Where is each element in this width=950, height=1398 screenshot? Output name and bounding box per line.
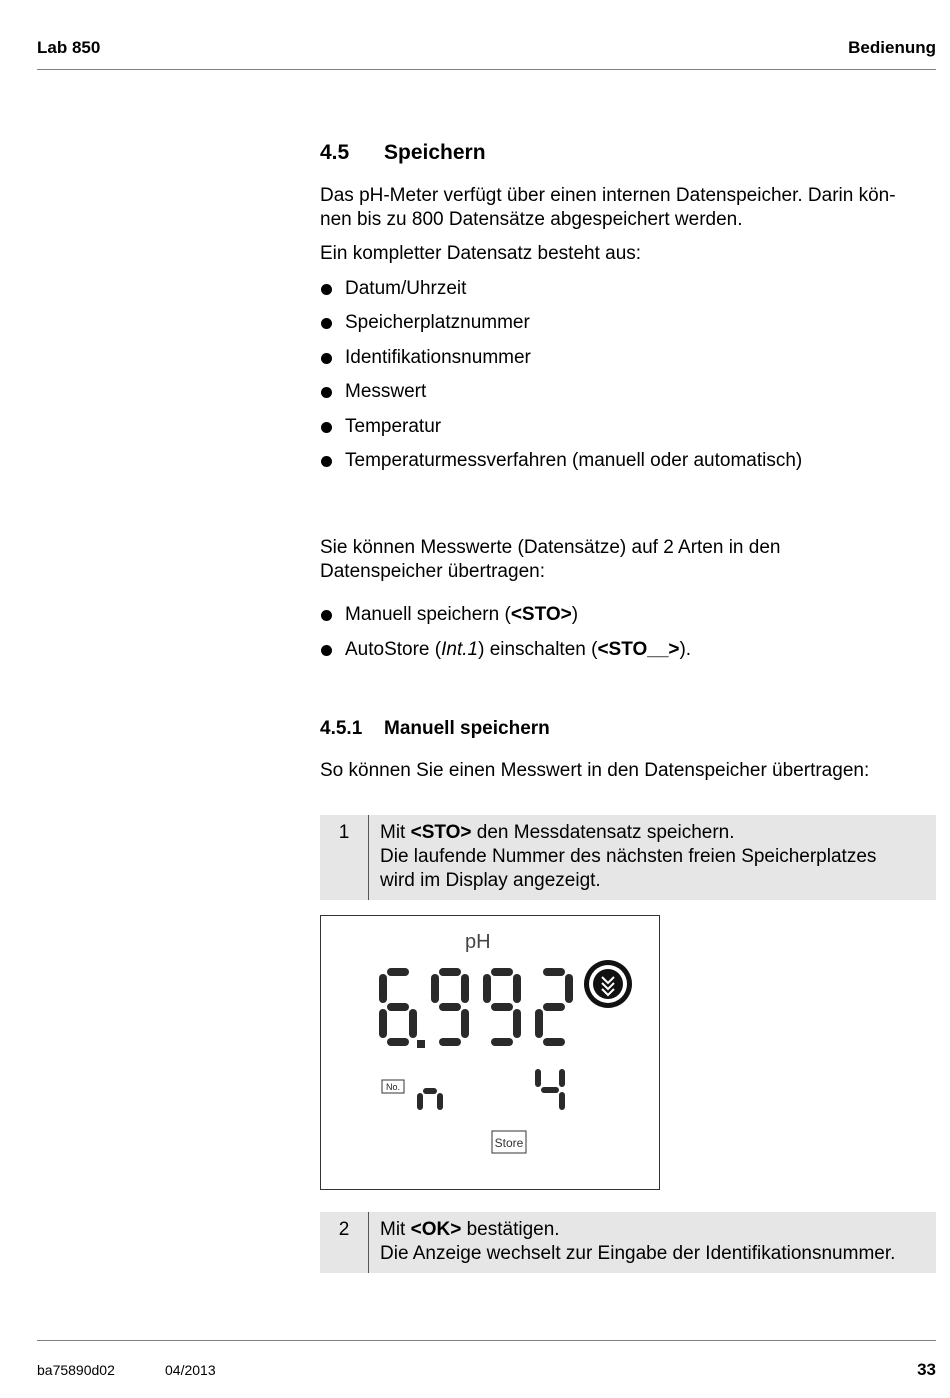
bullet-icon: [321, 318, 332, 329]
lcd-segment: [439, 1003, 461, 1011]
measured-value-digits: [379, 968, 573, 1048]
lcd-decimal-point: [417, 1040, 425, 1048]
lcd-segment: [387, 1038, 409, 1046]
lcd-segment: [423, 1088, 437, 1094]
footer-document-code: ba75890d02: [37, 1362, 115, 1378]
bullet-icon: [321, 645, 332, 656]
lcd-segment: [559, 1069, 565, 1087]
bullet-icon: [321, 284, 332, 295]
footer-rule: [37, 1340, 936, 1341]
step-number: 2: [338, 1219, 350, 1240]
lcd-segment: [535, 1069, 541, 1087]
lcd-segment: [513, 1009, 521, 1038]
number-label: No.: [385, 1082, 401, 1092]
lcd-segment: [387, 1003, 409, 1011]
lcd-segment: [437, 1093, 443, 1110]
ok-key: <OK>: [410, 1219, 462, 1240]
intro-paragraph: [320, 184, 896, 232]
lcd-segment: [439, 1038, 461, 1046]
footer-date: 04/2013: [165, 1362, 216, 1378]
step-number: 1: [338, 822, 350, 843]
subsection-intro: So können Sie einen Messwert in den Datenspeicher übertragen:: [320, 760, 870, 781]
step-separator: [368, 1212, 369, 1273]
section-number: 4.5: [320, 141, 350, 164]
unit-label: pH: [465, 931, 491, 953]
lcd-display: [320, 915, 660, 1190]
record-number-digit: [535, 1069, 565, 1110]
lcd-segment: [379, 974, 387, 1003]
lcd-segment: [543, 968, 565, 976]
section-title: Speichern: [384, 141, 486, 164]
sto-key: <STO>: [510, 604, 572, 625]
step-text: Mit <STO> den Messdatensatz speichern. Die laufende Nummer des nächsten freien Speicherplatzes wird im Display angezeigt.: [380, 822, 877, 891]
section-heading: [320, 141, 486, 165]
transfer-intro: [320, 536, 780, 584]
bullet-icon: [321, 422, 332, 433]
step-text: Mit <OK> bestätigen. Die Anzeige wechselt zur Eingabe der Identifikationsnummer.: [380, 1219, 896, 1264]
lcd-segment: [461, 974, 469, 1003]
record-intro: Ein kompletter Datensatz besteht aus:: [320, 243, 642, 264]
lcd-segment: [483, 974, 491, 1003]
lcd-segment: [513, 974, 521, 1003]
lcd-segment: [379, 1009, 387, 1038]
sto-long-key: <STO__>: [597, 639, 680, 660]
lcd-segment: [541, 1087, 559, 1093]
sto-key: <STO>: [410, 822, 472, 843]
bullet-icon: [321, 387, 332, 398]
header-chapter: Bedienung: [848, 38, 936, 57]
header-product: Lab 850: [37, 38, 101, 57]
store-label: Store: [494, 1136, 524, 1150]
lcd-segment: [491, 1038, 513, 1046]
interval-name: Int.1: [441, 639, 479, 660]
bullet-icon: [321, 456, 332, 467]
lcd-segment: [535, 1009, 543, 1038]
transfer-line: Datenspeicher übertragen:: [320, 561, 545, 582]
lcd-segment: [543, 1038, 565, 1046]
lcd-segment: [543, 1003, 565, 1011]
header-rule: [37, 69, 936, 70]
step-row: [320, 1212, 936, 1273]
lcd-segment: [491, 968, 513, 976]
subsection-title: Manuell speichern: [384, 718, 550, 739]
intro-line: Das pH-Meter verfügt über einen internen Datenspeicher. Darin kön-: [320, 185, 896, 206]
lcd-segment: [461, 1009, 469, 1038]
lcd-segment: [559, 1092, 565, 1110]
bullet-icon: [321, 610, 332, 621]
intro-line: nen bis zu 800 Datensätze abgespeichert werden.: [320, 209, 743, 230]
lcd-segment: [565, 974, 573, 1003]
subsection-number: 4.5.1: [320, 718, 363, 739]
lcd-segment: [439, 968, 461, 976]
lcd-segment: [491, 1003, 513, 1011]
transfer-line: Sie können Messwerte (Datensätze) auf 2 Arten in den: [320, 537, 781, 558]
step-separator: [368, 815, 369, 900]
subsection-heading: [320, 718, 550, 740]
step-row: [320, 815, 936, 900]
lcd-graphic: [321, 916, 661, 1191]
mode-character: [417, 1088, 443, 1110]
lcd-segment: [417, 1093, 423, 1110]
lcd-segment: [387, 968, 409, 976]
lcd-segment: [431, 974, 439, 1003]
stability-icon: [584, 960, 632, 1008]
page-number: 33: [917, 1360, 936, 1379]
lcd-segment: [409, 1009, 417, 1038]
bullet-icon: [321, 353, 332, 364]
